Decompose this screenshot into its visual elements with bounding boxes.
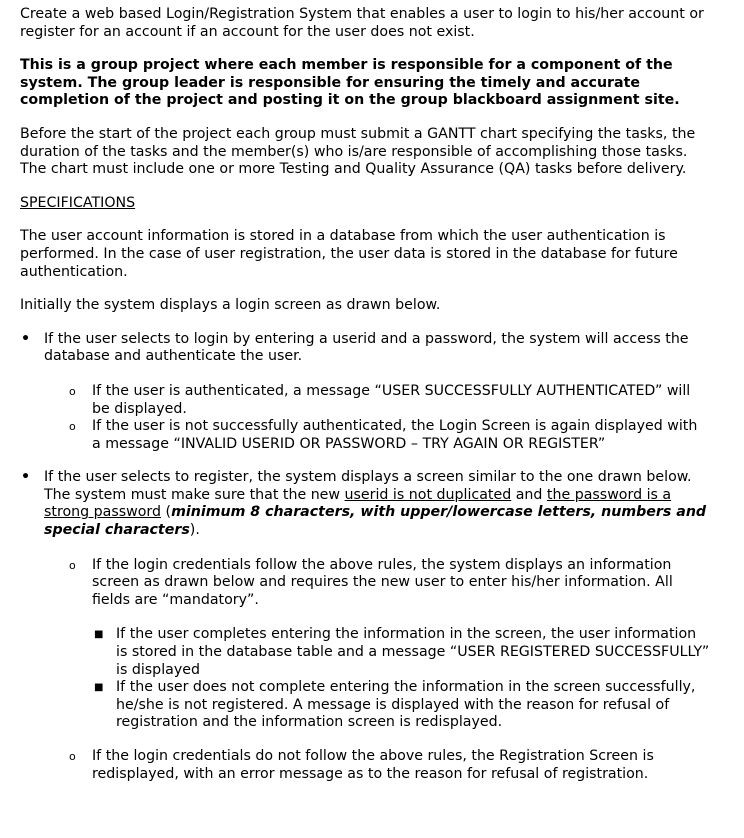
register-sub-list — [20, 557, 710, 784]
sub-item-authenticated — [44, 383, 710, 418]
subsub-item-complete — [68, 626, 710, 679]
gantt-paragraph: Before the start of the project each group must submit a GANTT chart specifying the tasks, the duration of the tasks and the member(s) who is/are responsible of accomplishing those tasks. The chart must include one or more Testing and Quality Assurance (QA) tasks before delivery. — [20, 125, 696, 178]
sub-item-not-authenticated — [44, 418, 710, 453]
bullet-register-text-a: If the user selects to register, the system displays a screen similar to the one drawn below. The system must make sure that the new — [44, 469, 692, 503]
subsub-item-complete-text: If the user completes entering the information in the screen, the user information is stored in the database table and a message “USER REGISTERED SUCCESSFULLY” is displayed — [116, 626, 710, 678]
bullet-register — [20, 469, 710, 783]
intro-paragraph: Create a web based Login/Registration System that enables a user to login to his/her account or register for an account if an account for the user does not exist. — [20, 6, 704, 40]
database-paragraph: The user account information is stored in a database from which the user authentication is performed. In the case of user registration, the user data is stored in the database for future authentication. — [20, 228, 678, 280]
square-bullet-icon: ■ — [94, 629, 104, 641]
bullet-dot-icon: • — [21, 469, 31, 486]
circle-bullet-icon: o — [69, 558, 76, 572]
subsub-item-incomplete-text: If the user does not complete entering the information in the screen successfully, he/she is not registered. A message is displayed with the reason for refusal of registration and the information screen is redisplayed. — [116, 679, 696, 731]
initial-paragraph: Initially the system displays a login screen as drawn below. — [20, 297, 441, 314]
circle-bullet-icon: o — [69, 750, 76, 763]
bullet-register-text-d: ). — [189, 522, 200, 539]
bullet-login-text: If the user selects to login by entering a userid and a password, the system will access the database and authenticate the user. — [44, 330, 689, 365]
sub-item-not-authenticated-text: If the user is not successfully authenticated, the Login Screen is again displayed with a message “INVALID USERID OR PASSWORD – TRY AGAIN OR REGISTER” — [92, 418, 698, 452]
sub-item-credentials-bad-text: If the login credentials do not follow the above rules, the Registration Screen is redisplayed, with an error message as to the reason for refusal of registration. — [92, 748, 654, 782]
circle-bullet-icon: o — [69, 420, 76, 434]
info-screen-sub-list — [20, 626, 710, 732]
sub-item-credentials-ok-text: If the login credentials follow the above rules, the system displays an information screen as drawn below and requires the new user to enter his/her information. All fields are “mandatory”. — [92, 556, 673, 608]
strong-password-underline: the password is a strong password — [44, 486, 672, 521]
sub-item-credentials-bad — [44, 748, 710, 783]
password-rules-emphasis: minimum 8 characters, with upper/lowercase letters, numbers and special characters — [44, 504, 707, 539]
square-bullet-icon: ■ — [94, 682, 104, 694]
bullet-login — [20, 331, 710, 454]
circle-bullet-icon: o — [69, 384, 76, 398]
bullet-dot-icon: • — [21, 330, 31, 347]
bullet-register-text-c: ( — [161, 504, 172, 521]
specifications-heading: SPECIFICATIONS — [20, 194, 136, 211]
login-sub-list — [20, 383, 710, 453]
sub-item-credentials-ok — [44, 557, 710, 732]
group-note-paragraph: This is a group project where each member is responsible for a component of the system. The group leader is responsible for ensuring the timely and accurate completion of the project and posting it on the group blackboard assignment site. — [20, 57, 680, 109]
sub-item-authenticated-text: If the user is authenticated, a message “USER SUCCESSFULLY AUTHENTICATED” will be displayed. — [92, 382, 691, 417]
bullet-register-text-b: and — [511, 486, 547, 503]
subsub-item-incomplete — [68, 679, 710, 732]
userid-not-duplicated-underline: userid is not duplicated — [344, 486, 512, 503]
main-bullet-list — [20, 331, 710, 783]
